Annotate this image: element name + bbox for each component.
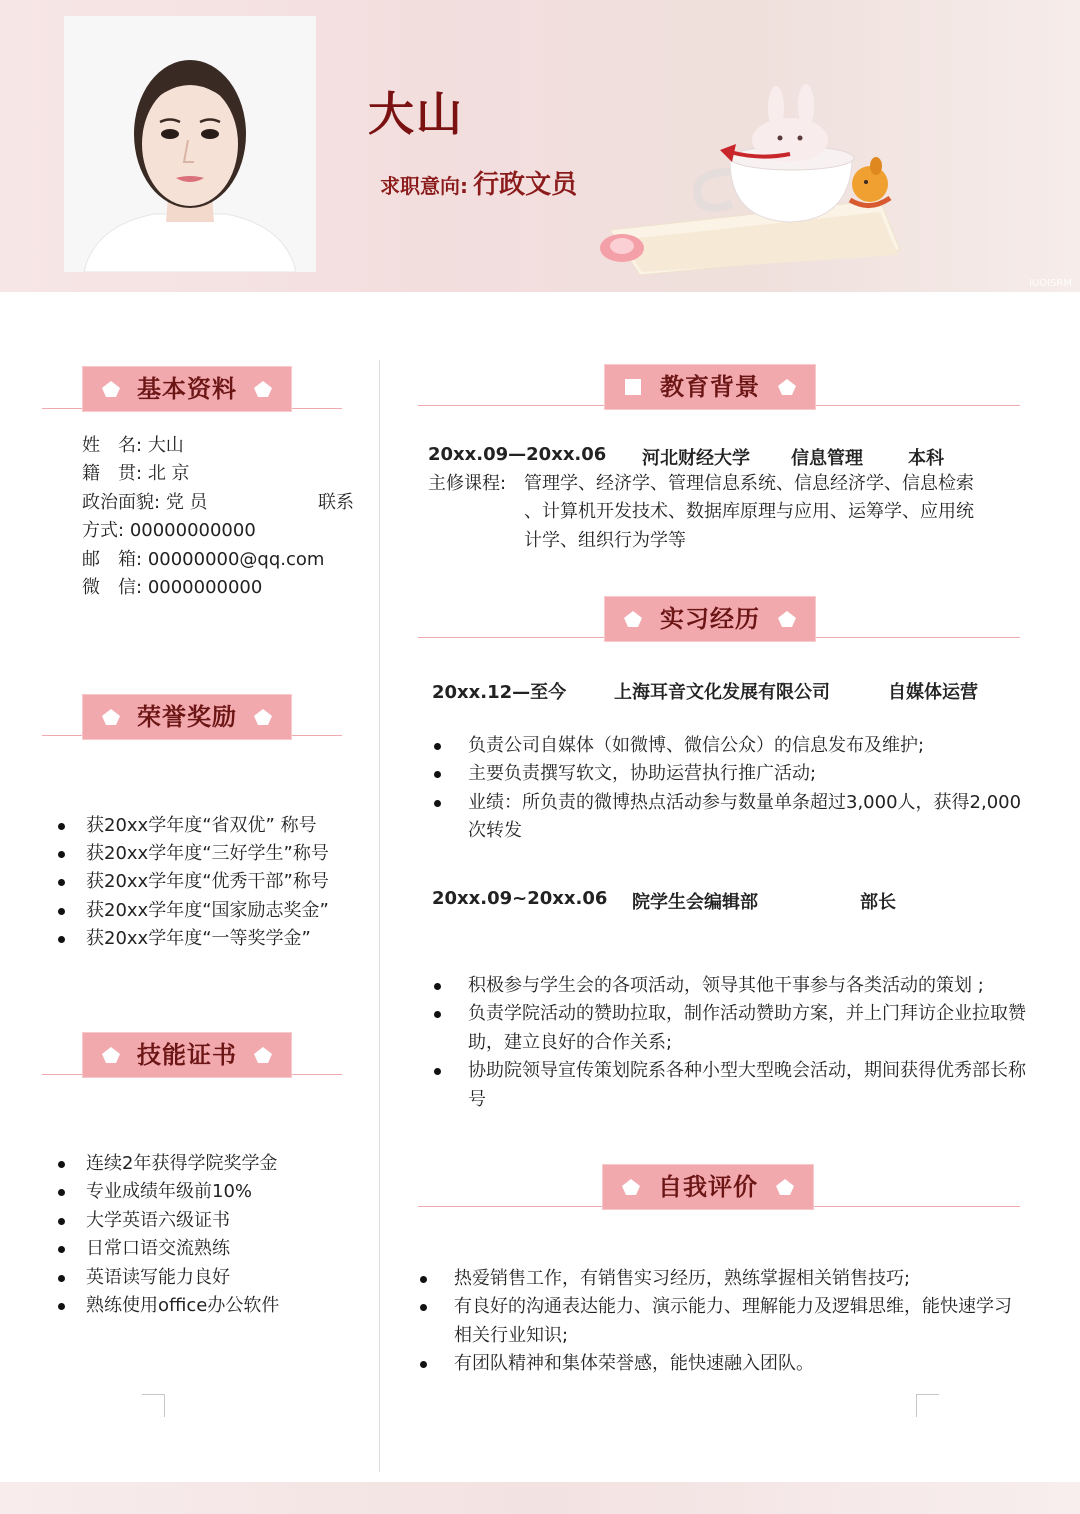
info-value: 00000000@qq.com	[147, 548, 325, 570]
pentagon-icon	[252, 378, 274, 400]
pentagon-icon	[252, 1044, 274, 1066]
courses-line: 计学、组织行为学等	[524, 529, 686, 551]
corner-mark	[142, 1394, 165, 1417]
pentagon-icon	[776, 376, 798, 398]
info-row-name	[82, 432, 324, 460]
courses-line: 管理学、经济学、管理信息系统、信息经济学、信息检索	[524, 473, 974, 494]
section-title: 基本资料	[137, 375, 237, 403]
info-label: 姓 名:	[82, 435, 143, 456]
courses-label: 主修课程:	[428, 473, 507, 494]
pentagon-icon	[776, 608, 798, 630]
job1-duties	[430, 732, 1028, 846]
teacup-illustration	[580, 80, 910, 284]
job-company: 院学生会编辑部	[632, 892, 758, 913]
job-period: 20xx.12—至今	[432, 682, 567, 703]
list-item: 协助院领导宣传策划院系各种小型大型晚会活动，期间获得优秀部长称号	[430, 1057, 1028, 1114]
basic-info	[82, 432, 354, 602]
list-item: 日常口语交流熟练	[58, 1235, 279, 1263]
skills-list	[58, 1150, 279, 1320]
info-value: 北 京	[147, 463, 190, 485]
list-item: 负责学院活动的赞助拉取，制作活动赞助方案，并上门拜访企业拉取赞助，建立良好的合作关系;	[430, 1000, 1028, 1057]
section-header-education	[604, 364, 816, 410]
section-title: 教育背景	[660, 373, 760, 401]
list-item: 专业成绩年级前10%	[58, 1178, 279, 1206]
list-item: 有团队精神和集体荣誉感，能快速融入团队。	[416, 1350, 1016, 1378]
list-item: 英语读写能力良好	[58, 1264, 279, 1292]
courses-text	[524, 470, 1024, 555]
job-role: 部长	[860, 892, 896, 913]
edu-degree: 本科	[908, 448, 944, 469]
resume-header	[0, 0, 1080, 292]
list-item: 获20xx学年度“一等奖学金”	[58, 925, 329, 953]
job2-duties	[430, 972, 1028, 1114]
list-item: 有良好的沟通表达能力、演示能力、理解能力及逻辑思维，能快速学习相关行业知识;	[416, 1293, 1016, 1350]
edu-period: 20xx.09—20xx.06	[428, 444, 607, 465]
info-label: 籍 贯:	[82, 463, 143, 485]
list-item: 主要负责撰写软文，协助运营执行推广活动;	[430, 760, 1028, 788]
list-item: 获20xx学年度“三好学生”称号	[58, 840, 329, 868]
info-label: 联系	[318, 491, 354, 513]
edu-school: 河北财经大学	[642, 448, 750, 469]
list-item: 获20xx学年度“优秀干部”称号	[58, 868, 329, 896]
info-label: 微 信:	[82, 577, 143, 599]
list-item: 业绩：所负责的微博热点活动参与数量单条超过3,000人，获得2,000次转发	[430, 789, 1028, 846]
info-label: 政治面貌:	[82, 491, 161, 513]
list-item: 连续2年获得学院奖学金	[58, 1150, 279, 1178]
objective-label: 求职意向:	[380, 174, 468, 198]
footer-decoration	[0, 1482, 1080, 1514]
edu-major: 信息管理	[791, 448, 863, 469]
job-role: 自媒体运营	[888, 682, 978, 703]
info-row-wechat	[82, 574, 324, 602]
list-item: 负责公司自媒体（如微博、微信公众）的信息发布及维护;	[430, 732, 1028, 760]
courses-line: 、计算机开发技术、数据库原理与应用、运筹学、应用统	[524, 501, 974, 523]
list-item: 获20xx学年度“国家励志奖金”	[58, 897, 329, 925]
job-period: 20xx.09~20xx.06	[432, 888, 608, 909]
section-title: 荣誉奖励	[137, 703, 237, 731]
section-title: 自我评价	[658, 1173, 758, 1201]
list-item: 获20xx学年度“省双优” 称号	[58, 812, 329, 840]
section-header-self-eval	[602, 1164, 814, 1210]
section-header-basic	[82, 366, 292, 412]
info-value: 00000000000	[129, 520, 256, 542]
honors-list	[58, 812, 329, 953]
info-row-contact	[82, 517, 324, 545]
section-header-skills	[82, 1032, 292, 1078]
section-header-internship	[604, 596, 816, 642]
info-row-politics	[82, 489, 354, 517]
info-label: 邮 箱:	[82, 548, 143, 570]
applicant-name: 大山	[368, 87, 464, 141]
self-eval-list	[416, 1265, 1016, 1379]
section-title: 实习经历	[660, 605, 760, 633]
info-value: 0000000000	[147, 577, 263, 599]
info-label: 方式:	[82, 520, 125, 542]
pentagon-icon	[774, 1176, 796, 1198]
list-item: 积极参与学生会的各项活动，领导其他干事参与各类活动的策划 ;	[430, 972, 1028, 1000]
column-divider	[379, 360, 380, 1472]
list-item: 大学英语六级证书	[58, 1207, 279, 1235]
info-row-email	[82, 546, 324, 574]
info-value: 大山	[147, 435, 184, 456]
list-item: 热爱销售工作，有销售实习经历，熟练掌握相关销售技巧;	[416, 1265, 1016, 1293]
list-item: 熟练使用office办公软件	[58, 1292, 279, 1320]
pentagon-icon	[252, 706, 274, 728]
info-value: 党 员	[165, 491, 208, 513]
objective-value: 行政文员	[473, 170, 578, 200]
profile-photo	[64, 16, 316, 272]
section-header-honors	[82, 694, 292, 740]
section-title: 技能证书	[137, 1041, 237, 1069]
corner-mark	[916, 1394, 939, 1417]
watermark: IUOISRM	[1028, 278, 1072, 289]
info-row-origin	[82, 460, 324, 488]
job-company: 上海耳音文化发展有限公司	[614, 682, 830, 703]
job-objective	[380, 164, 577, 201]
